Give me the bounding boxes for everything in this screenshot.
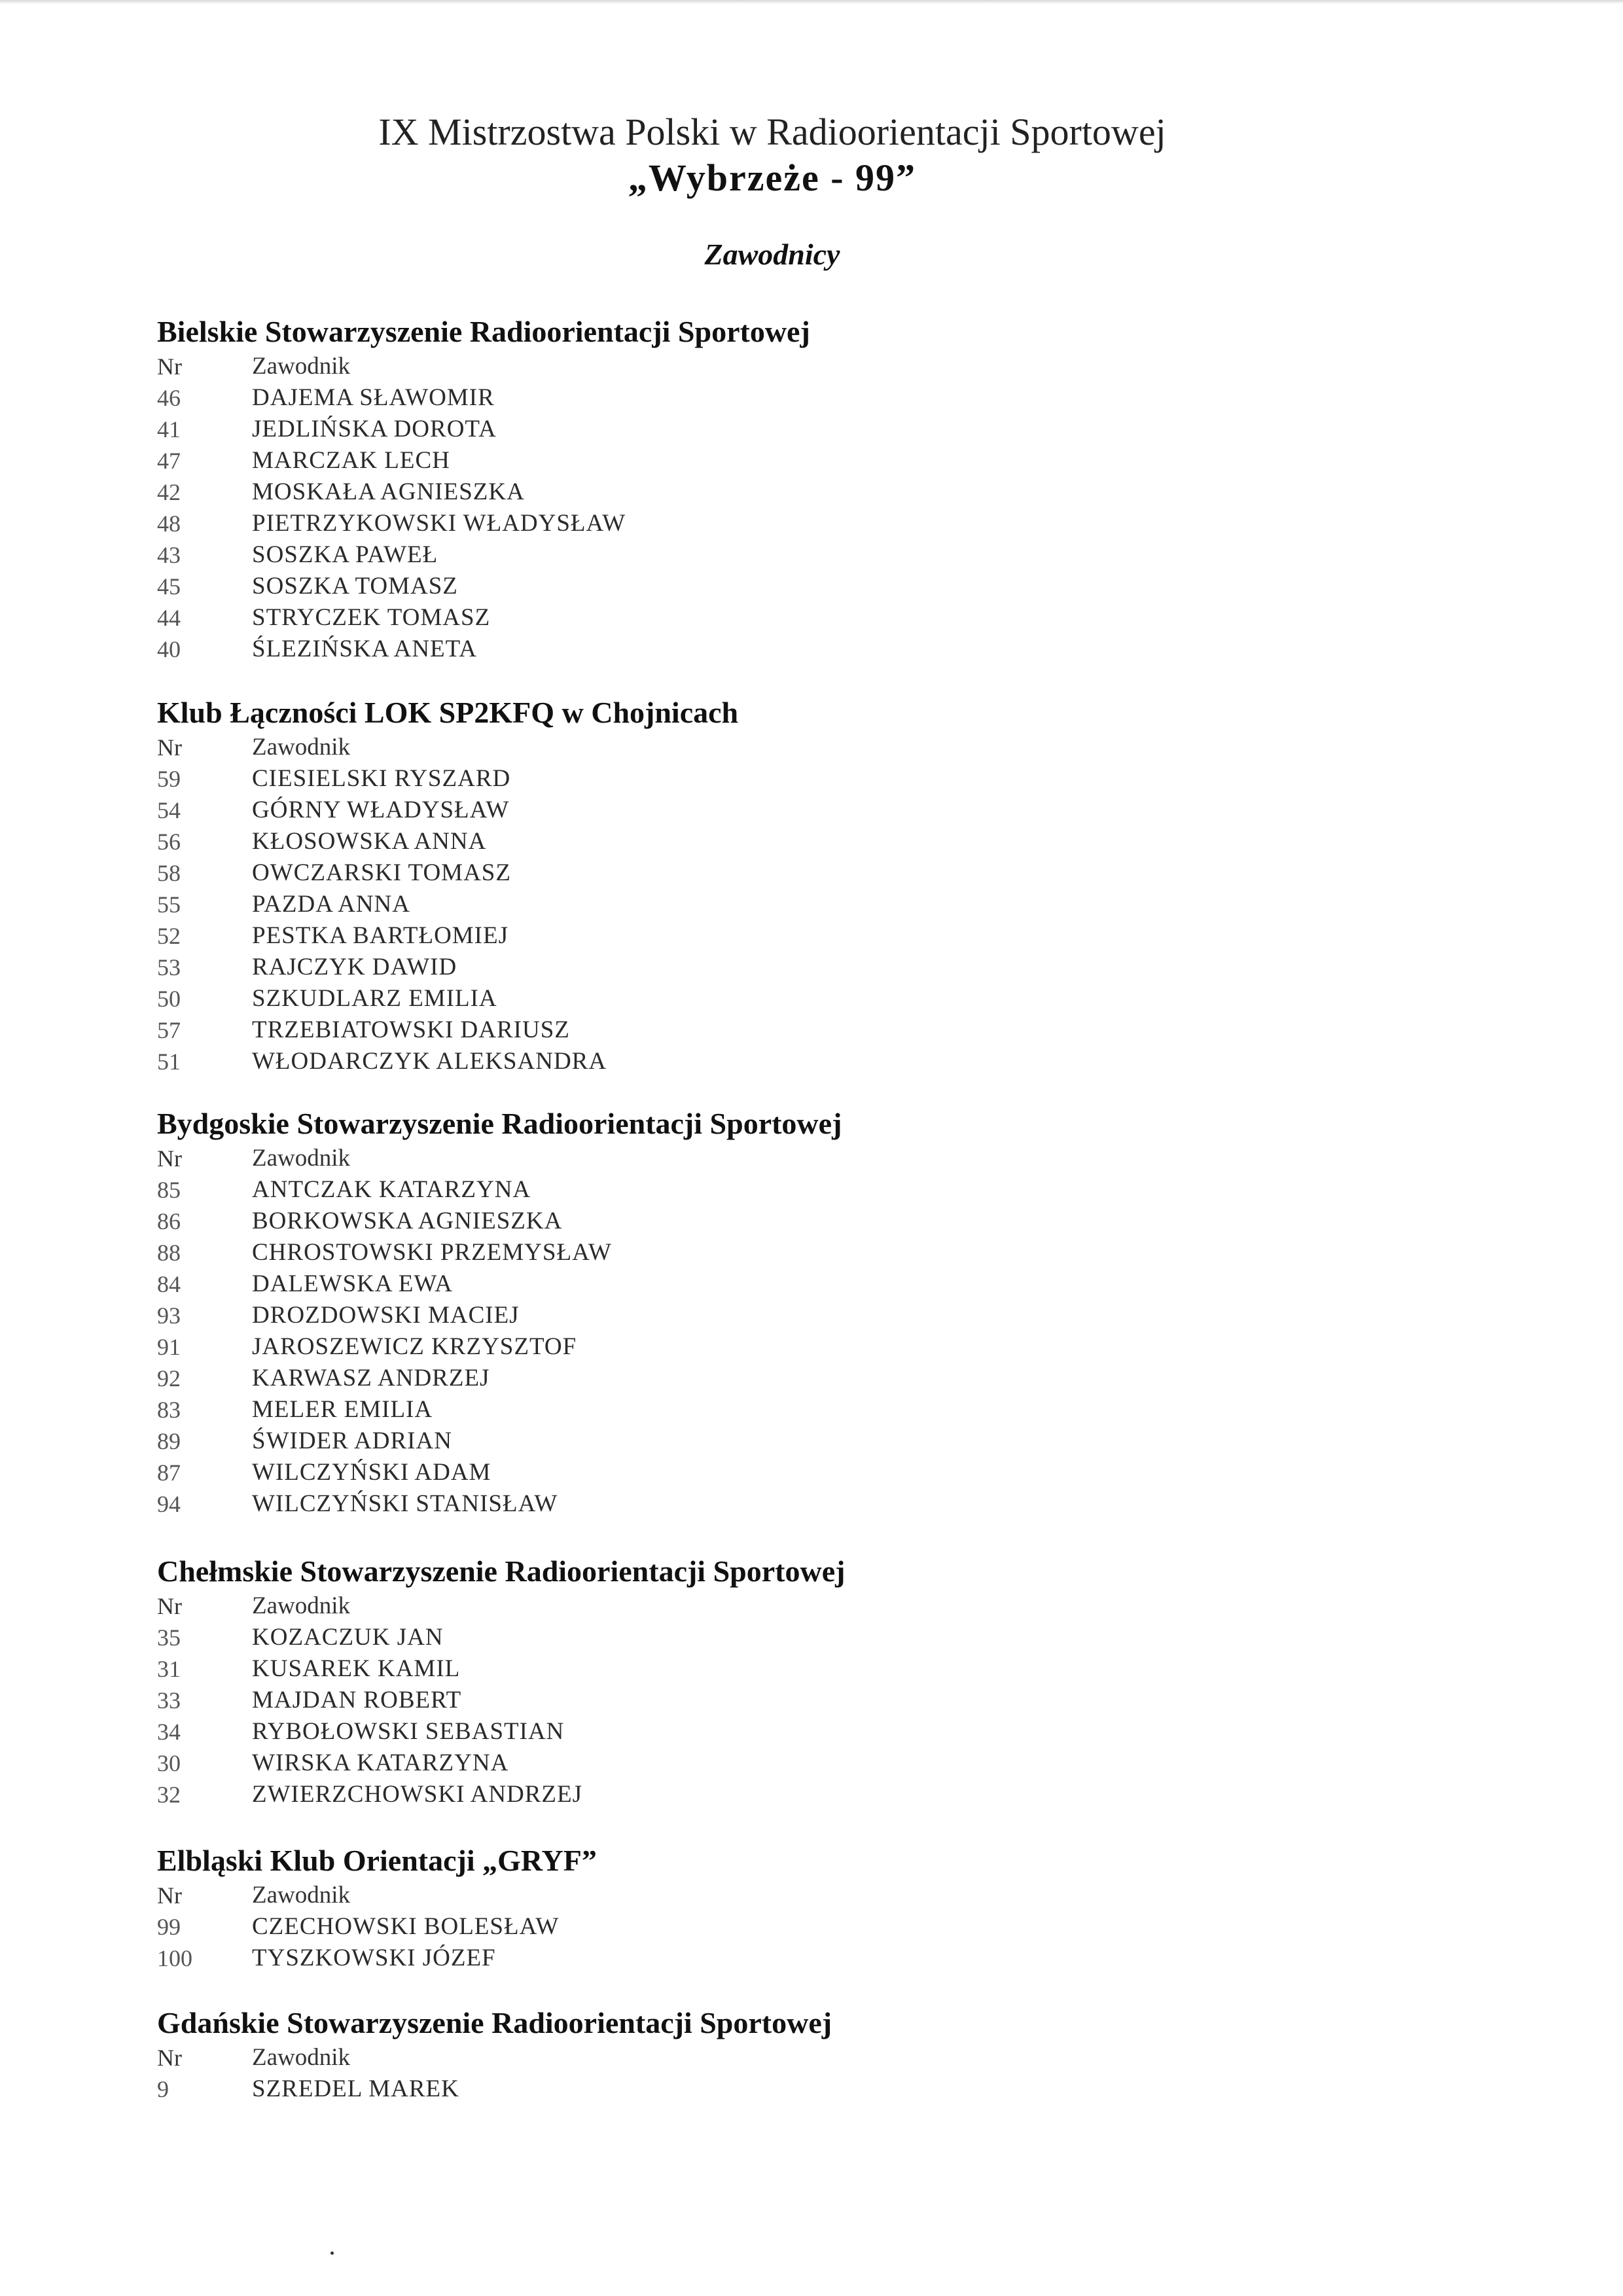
athlete-name: CZECHOWSKI BOLESŁAW (252, 1913, 560, 1940)
athlete-row (157, 1685, 1335, 1716)
athlete-nr: 42 (157, 479, 181, 505)
athlete-nr: 9 (157, 2076, 169, 2102)
athlete-name: JEDLIŃSKA DOROTA (252, 416, 497, 442)
athlete-row (157, 1394, 1335, 1426)
athlete-name: KŁOSOWSKA ANNA (252, 828, 487, 855)
athlete-nr: 100 (157, 1945, 192, 1971)
athlete-name: RYBOŁOWSKI SEBASTIAN (252, 1718, 565, 1745)
athlete-row (157, 1331, 1335, 1363)
athlete-row (157, 1426, 1335, 1457)
club-section (157, 314, 1335, 665)
athlete-nr: 83 (157, 1397, 181, 1423)
athlete-name: JAROSZEWICZ KRZYSZTOF (252, 1333, 577, 1360)
athlete-row (157, 1779, 1335, 1810)
athlete-row (157, 382, 1335, 414)
athlete-nr: 92 (157, 1365, 181, 1391)
athlete-row (157, 508, 1335, 539)
athlete-nr: 43 (157, 542, 181, 568)
athlete-name: PAZDA ANNA (252, 891, 410, 918)
name-header: Zawodnik (252, 1882, 351, 1909)
athlete-name: KUSAREK KAMIL (252, 1655, 461, 1682)
nr-header: Nr (157, 1145, 182, 1172)
athlete-row (157, 1363, 1335, 1394)
athlete-nr: 89 (157, 1428, 181, 1454)
athlete-row (157, 2073, 1335, 2105)
athlete-nr: 86 (157, 1208, 181, 1234)
athlete-name: RAJCZYK DAWID (252, 954, 457, 980)
athlete-name: ŚWIDER ADRIAN (252, 1427, 452, 1454)
club-name: Bielskie Stowarzyszenie Radioorientacji Sportowej (157, 315, 810, 348)
athlete-name: MELER EMILIA (252, 1396, 433, 1423)
athlete-row (157, 1206, 1335, 1237)
athlete-nr: 41 (157, 416, 181, 442)
athlete-nr: 58 (157, 860, 181, 886)
club-name: Chełmskie Stowarzyszenie Radioorientacji Sportowej (157, 1554, 846, 1588)
athlete-row (157, 539, 1335, 571)
column-header (157, 351, 1335, 382)
athlete-nr: 48 (157, 511, 181, 537)
athlete-name: PIETRZYKOWSKI WŁADYSŁAW (252, 510, 626, 537)
club-section (157, 2005, 1335, 2105)
athlete-nr: 87 (157, 1460, 181, 1486)
athlete-nr: 40 (157, 636, 181, 662)
club-section (157, 1554, 1335, 1810)
club-name: Gdańskie Stowarzyszenie Radioorientacji Sportowej (157, 2006, 832, 2039)
athlete-row (157, 445, 1335, 476)
section-heading: Zawodnicy (704, 238, 840, 271)
athlete-name: MARCZAK LECH (252, 447, 450, 474)
athlete-nr: 93 (157, 1302, 181, 1329)
column-header (157, 2042, 1335, 2073)
athlete-name: ŚLEZIŃSKA ANETA (252, 636, 478, 662)
athlete-name: WILCZYŃSKI ADAM (252, 1459, 491, 1486)
club-name: Klub Łączności LOK SP2KFQ w Chojnicach (157, 696, 739, 729)
athlete-name: ANTCZAK KATARZYNA (252, 1176, 531, 1203)
athlete-nr: 50 (157, 986, 181, 1012)
athlete-nr: 85 (157, 1177, 181, 1203)
athlete-name: WŁODARCZYK ALEKSANDRA (252, 1048, 607, 1075)
club-name: Bydgoskie Stowarzyszenie Radioorientacji Sportowej (157, 1107, 842, 1140)
athlete-name: SZREDEL MAREK (252, 2075, 459, 2102)
athlete-nr: 30 (157, 1750, 181, 1776)
athlete-row (157, 889, 1335, 920)
athlete-nr: 33 (157, 1687, 181, 1713)
club-section (157, 695, 1335, 1077)
athlete-row (157, 1046, 1335, 1077)
athlete-row (157, 952, 1335, 983)
athlete-nr: 31 (157, 1656, 181, 1682)
athlete-name: MOSKAŁA AGNIESZKA (252, 478, 525, 505)
athlete-name: DROZDOWSKI MACIEJ (252, 1302, 520, 1329)
nr-header: Nr (157, 734, 182, 761)
athlete-row (157, 1653, 1335, 1685)
athlete-row (157, 1943, 1335, 1974)
athlete-nr: 84 (157, 1271, 181, 1297)
athlete-name: WILCZYŃSKI STANISŁAW (252, 1490, 558, 1517)
scan-edge (0, 0, 1623, 4)
name-header: Zawodnik (252, 734, 351, 761)
nr-header: Nr (157, 1882, 182, 1909)
athlete-row (157, 1174, 1335, 1206)
name-header: Zawodnik (252, 1145, 351, 1172)
athlete-nr: 54 (157, 797, 181, 823)
athlete-row (157, 1911, 1335, 1943)
name-header: Zawodnik (252, 2044, 351, 2071)
athlete-row (157, 826, 1335, 857)
athlete-row (157, 634, 1335, 665)
athlete-name: WIRSKA KATARZYNA (252, 1749, 509, 1776)
athlete-row (157, 1488, 1335, 1520)
athlete-name: TRZEBIATOWSKI DARIUSZ (252, 1016, 570, 1043)
athlete-nr: 91 (157, 1334, 181, 1360)
athlete-nr: 56 (157, 829, 181, 855)
athlete-nr: 57 (157, 1017, 181, 1043)
athlete-nr: 35 (157, 1624, 181, 1651)
athlete-row (157, 983, 1335, 1014)
athlete-name: MAJDAN ROBERT (252, 1687, 462, 1713)
athlete-row (157, 1237, 1335, 1268)
athlete-row (157, 1014, 1335, 1046)
document-title: IX Mistrzostwa Polski w Radioorientacji Sportowej (378, 111, 1166, 153)
athlete-nr: 59 (157, 766, 181, 792)
club-section (157, 1843, 1335, 1974)
athlete-row (157, 1622, 1335, 1653)
athlete-row (157, 571, 1335, 602)
athlete-name: SOSZKA TOMASZ (252, 573, 458, 600)
athlete-nr: 32 (157, 1782, 181, 1808)
athlete-name: TYSZKOWSKI JÓZEF (252, 1945, 496, 1971)
athlete-nr: 53 (157, 954, 181, 980)
athlete-name: BORKOWSKA AGNIESZKA (252, 1208, 563, 1234)
athlete-name: CHROSTOWSKI PRZEMYSŁAW (252, 1239, 612, 1266)
athlete-name: SOSZKA PAWEŁ (252, 541, 438, 568)
athlete-nr: 88 (157, 1240, 181, 1266)
name-header: Zawodnik (252, 353, 351, 380)
athlete-nr: 51 (157, 1049, 181, 1075)
athlete-row (157, 1457, 1335, 1488)
athlete-row (157, 763, 1335, 795)
athlete-name: PESTKA BARTŁOMIEJ (252, 922, 509, 949)
athlete-name: CIESIELSKI RYSZARD (252, 765, 511, 792)
nr-header: Nr (157, 2045, 182, 2071)
column-header (157, 1143, 1335, 1174)
column-header (157, 1590, 1335, 1622)
athlete-row (157, 920, 1335, 952)
name-header: Zawodnik (252, 1592, 351, 1619)
athlete-name: STRYCZEK TOMASZ (252, 604, 491, 631)
athlete-name: GÓRNY WŁADYSŁAW (252, 797, 510, 823)
athlete-name: SZKUDLARZ EMILIA (252, 985, 497, 1012)
athlete-row (157, 476, 1335, 508)
athlete-row (157, 1300, 1335, 1331)
athlete-nr: 46 (157, 385, 181, 411)
athlete-name: OWCZARSKI TOMASZ (252, 859, 511, 886)
column-header (157, 1880, 1335, 1911)
column-header (157, 732, 1335, 763)
athlete-nr: 44 (157, 605, 181, 631)
athlete-nr: 99 (157, 1914, 181, 1940)
event-name: „Wybrzeże - 99” (628, 156, 917, 199)
athlete-row (157, 414, 1335, 445)
athlete-row (157, 1268, 1335, 1300)
athlete-row (157, 1716, 1335, 1748)
athlete-row (157, 857, 1335, 889)
athlete-nr: 45 (157, 573, 181, 600)
athlete-nr: 34 (157, 1719, 181, 1745)
athlete-nr: 94 (157, 1491, 181, 1517)
athlete-row (157, 1748, 1335, 1779)
nr-header: Nr (157, 353, 182, 380)
club-section (157, 1106, 1335, 1520)
athlete-nr: 47 (157, 448, 181, 474)
athlete-name: KARWASZ ANDRZEJ (252, 1365, 490, 1391)
athlete-nr: 55 (157, 891, 181, 918)
athlete-row (157, 795, 1335, 826)
athlete-name: DAJEMA SŁAWOMIR (252, 384, 495, 411)
athlete-name: KOZACZUK JAN (252, 1624, 444, 1651)
athlete-nr: 52 (157, 923, 181, 949)
nr-header: Nr (157, 1593, 182, 1619)
club-name: Elbląski Klub Orientacji „GRYF” (157, 1844, 597, 1877)
athlete-name: ZWIERZCHOWSKI ANDRZEJ (252, 1781, 583, 1808)
scan-speck (330, 2251, 334, 2255)
athlete-name: DALEWSKA EWA (252, 1270, 453, 1297)
athlete-row (157, 602, 1335, 634)
